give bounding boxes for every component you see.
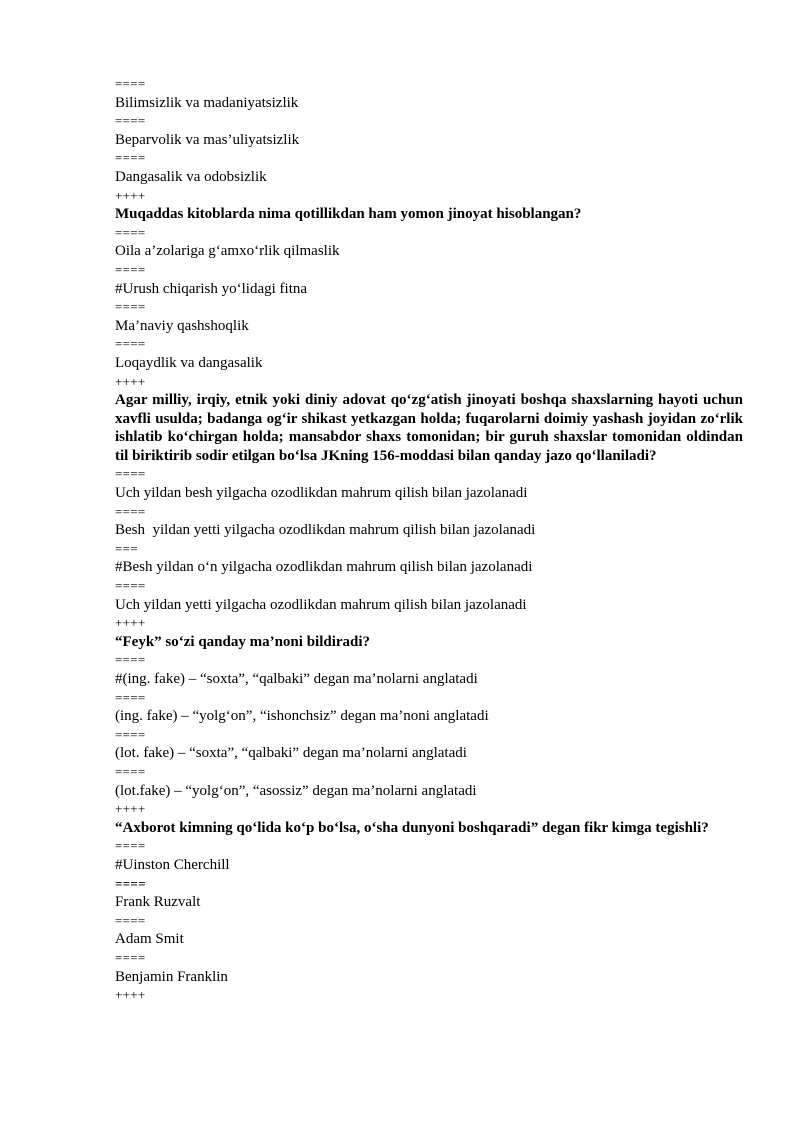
separator-line: ==== [115,949,146,965]
separator-line: ++++ [115,373,146,389]
answer-option: Beparvolik va mas’uliyatsizlik [115,131,300,148]
question-text: “Axborot kimning qo‘lida ko‘p bo‘lsa, o‘sha dunyoni boshqaradi” degan fikr kimga tegishli? [115,819,709,836]
answer-option: (lot.fake) – “yolg‘on”, “asossiz” degan ma’nolarni anglatadi [115,782,477,799]
answer-option: Bilimsizlik va madaniyatsizlik [115,94,299,111]
separator-line: ==== [115,503,146,519]
answer-option: #(ing. fake) – “soxta”, “qalbaki” degan ma’nolarni anglatadi [115,671,478,687]
separator-line: ==== [115,299,146,315]
answer-option: Besh yildan yetti yilgacha ozodlikdan mahrum qilish bilan jazolanadi [115,522,536,539]
separator-line: ==== [115,652,146,668]
answer-option: Uch yildan besh yilgacha ozodlikdan mahrum qilish bilan jazolanadi [115,485,528,502]
answer-option: Dangasalik va odobsizlik [115,168,267,185]
separator-line: ==== [115,76,146,91]
separator-line: ==== [115,466,146,482]
question-text: “Feyk” so‘zi qanday ma’noni bildiradi? [115,633,371,650]
separator-line: ==== [115,224,146,240]
separator-line: ==== [115,578,146,594]
separator-line: === [115,540,138,556]
separator-line: ++++ [115,987,146,1003]
separator-line: ==== [115,763,146,779]
answer-option: Ma’naviy qashshoqlik [115,317,249,334]
separator-line: ==== [115,838,146,854]
answer-option: (lot. fake) – “soxta”, “qalbaki” degan ma’nolarni anglatadi [115,745,467,762]
answer-option: #Uinston Cherchill [115,856,230,873]
answer-option: Uch yildan yetti yilgacha ozodlikdan mahrum qilish bilan jazolanadi [115,596,527,613]
separator-line: ==== [115,726,146,742]
question-text: Muqaddas kitoblarda nima qotillikdan ham yomon jinoyat hisoblangan? [115,206,582,223]
separator-line: ==== [115,689,146,705]
answer-option: Benjamin Franklin [115,968,228,985]
separator-line: ==== [115,261,146,277]
answer-option: #Besh yildan o‘n yilgacha ozodlikdan mahrum qilish bilan jazolanadi [115,559,533,576]
answer-option: (ing. fake) – “yolg‘on”, “ishonchsiz” degan ma’noni anglatadi [115,708,489,725]
separator-line: ++++ [115,615,146,631]
answer-option: #Urush chiqarish yo‘lidagi fitna [115,280,308,297]
separator-line: ++++ [115,187,146,203]
answer-option: Frank Ruzvalt [115,894,201,911]
separator-line: ==== [115,150,146,166]
separator-line: ==== [115,113,146,129]
separator-line: ==== [115,336,146,352]
answer-option: Adam Smit [115,931,184,948]
separator-line: ==== [115,912,146,928]
document-page [115,75,743,1005]
answer-option: Oila a’zolariga g‘amxo‘rlik qilmaslik [115,243,340,260]
answer-option: Loqaydlik va dangasalik [115,354,263,371]
question-text: Agar milliy, irqiy, etnik yoki diniy adovat qo‘zg‘atish jinoyati boshqa shaxslarning hayoti uchun xavfli usulda; badanga og‘ir shikast yetkazgan holda; fuqarolarni doimiy yashash joyidan zo‘rlik ishlatib ko‘chirgan holda; mansabdor shaxs tomonidan; bir guruh shaxslar tomonidan oldindan til biriktirib sodir etilgan bo‘lsa JKning 156-moddasi bilan qanday jazo qo‘llaniladi? [115,392,743,464]
separator-line: ++++ [115,801,146,817]
separator-line: ==== [115,875,146,891]
